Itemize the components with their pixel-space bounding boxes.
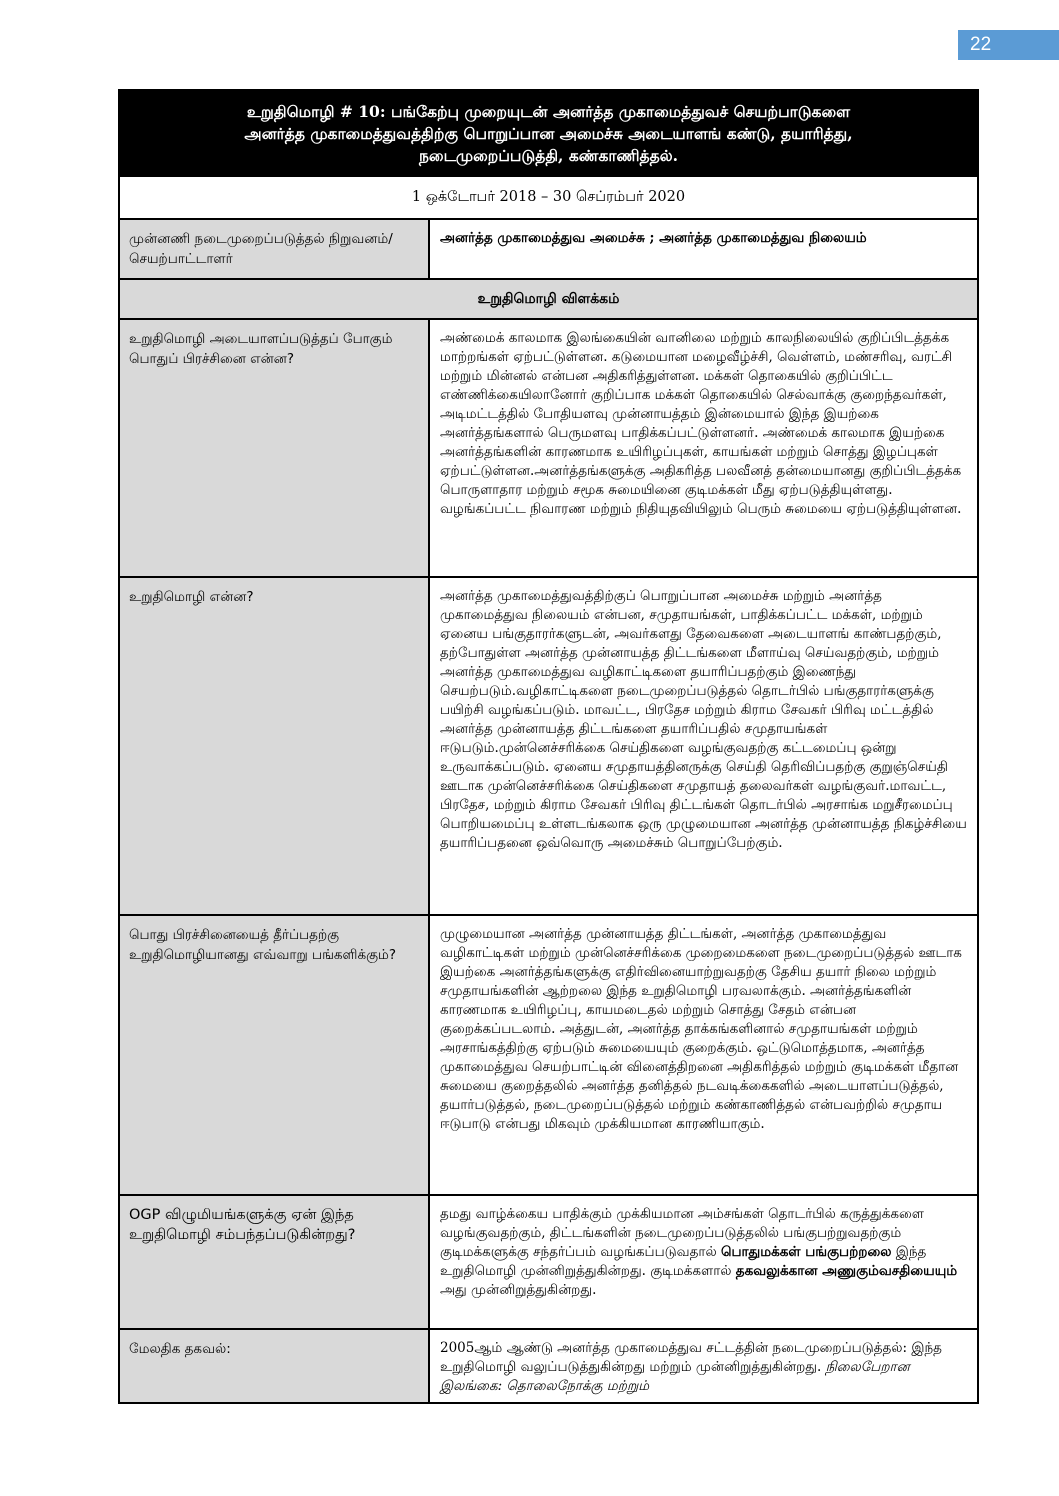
ogp-text-3: அது முன்னிறுத்துகின்றது.	[440, 1282, 597, 1298]
ogp-relevance-label: OGP விழுமியங்களுக்கு ஏன் இந்த உறுதிமொழி சம்பந்தப்படுகின்றது?	[119, 1195, 429, 1329]
lead-agency-label: முன்னணி நடைமுறைப்படுத்தல் நிறுவனம்/செயற்பாட்டாளர்	[119, 219, 429, 279]
commitment-table	[118, 89, 979, 1404]
title-line-2: அனர்த்த முகாமைத்துவத்திற்கு பொறுப்பான அமைச்சு அடையாளங் கண்டு, தயாரித்து,	[244, 124, 853, 143]
lead-agency-value: அனர்த்த முகாமைத்துவ அமைச்சு ; அனர்த்த முகாமைத்துவ நிலையம்	[429, 219, 978, 279]
additional-text: 2005ஆம் ஆண்டு அனர்த்த முகாமைத்துவ சட்டத்தின் நடைமுறைப்படுத்தல்: இந்த உறுதிமொழி வலுப்படுத்துகின்றது மற்றும் முன்னிறுத்துகின்றது.	[440, 1340, 942, 1375]
section-header: உறுதிமொழி விளக்கம்	[119, 279, 978, 319]
ogp-bold-2: தகவலுக்கான அணுகும்வசதியையும்	[735, 1263, 958, 1279]
additional-info-value	[429, 1329, 978, 1403]
page-number: 22	[958, 30, 1059, 60]
contribution-label: பொது பிரச்சினையைத் தீர்ப்பதற்கு உறுதிமொழியானது எவ்வாறு பங்களிக்கும்?	[119, 915, 429, 1195]
title-line-1: உறுதிமொழி # 10: பங்கேற்பு முறையுடன் அனர்த்த முகாமைத்துவச் செயற்பாடுகளை	[246, 102, 851, 121]
ogp-text-1: தமது வாழ்க்கைய பாதிக்கும் முக்கியமான அம்சங்கள் தொடர்பில் கருத்துக்களை வழங்குவதற்கும், திட்டங்களின் நடைமுறைப்படுத்தலில் பங்குபற்றுவதற்கும் குடிமக்களுக்கு சந்தர்ப்பம் வழங்கப்படுவதால்	[440, 1206, 924, 1260]
title-line-3: நடைமுறைப்படுத்தி, கண்காணித்தல்.	[418, 146, 679, 165]
problem-value: அண்மைக் காலமாக இலங்கையின் வானிலை மற்றும் காலநிலையில் குறிப்பிடத்தக்க மாற்றங்கள் ஏற்பட்டுள்ளன. கடுமையான மழைவீழ்ச்சி, வெள்ளம், மண்சரிவு, வரட்சி மற்றும் மின்னல் என்பன அதிகரித்துள்ளன. மக்கள் தொகையில் குறிப்பிட்ட எண்ணிக்கையிலானோர் குறிப்பாக மக்கள் தொகையில் செல்வாக்கு குறைந்தவர்கள், அடிமட்டத்தில் போதியளவு முன்னாயத்தம் இன்மையால் இந்த இயற்கை அனர்த்தங்களால் பெருமளவு பாதிக்கப்பட்டுள்ளனர். அண்மைக் காலமாக இயற்கை அனர்த்தங்களின் காரணமாக உயிரிழப்புகள், காயங்கள் மற்றும் சொத்து இழப்புகள் ஏற்பட்டுள்ளன.அனர்த்தங்களுக்கு அதிகரித்த பலவீனத் தன்மையானது குறிப்பிடத்தக்க பொருளாதார மற்றும் சமூக சுமையினை குடிமக்கள் மீது ஏற்படுத்தியுள்ளது. வழங்கப்பட்ட நிவாரண மற்றும் நிதியுதவியிலும் பெரும் சுமையை ஏற்படுத்தியுள்ளன.	[429, 319, 978, 577]
ogp-relevance-value	[429, 1195, 978, 1329]
additional-italic: நிலைபேறான இலங்கை: தொலைநோக்கு மற்றும்	[440, 1359, 910, 1394]
commitment-value: அனர்த்த முகாமைத்துவத்திற்குப் பொறுப்பான அமைச்சு மற்றும் அனர்த்த முகாமைத்துவ நிலையம் என்பன, சமுதாயங்கள், பாதிக்கப்பட்ட மக்கள், மற்றும் ஏனைய பங்குதாரர்களுடன், அவர்களது தேவைகளை அடையாளங் காண்பதற்கும், தற்போதுள்ள அனர்த்த முன்னாயத்த திட்டங்களை மீளாய்வு செய்வதற்கும், மற்றும் அனர்த்த முகாமைத்துவ வழிகாட்டிகளை தயாரிப்பதற்கும் இணைந்து செயற்படும்.வழிகாட்டிகளை நடைமுறைப்படுத்தல் தொடர்பில் பங்குதாரர்களுக்கு பயிற்சி வழங்கப்படும். மாவட்ட, பிரதேச மற்றும் கிராம சேவகர் பிரிவு மட்டத்தில் அனர்த்த முன்னாயத்த திட்டங்களை தயாரிப்பதில் சமுதாயங்கள் ஈடுபடும்.முன்னெச்சரிக்கை செய்திகளை வழங்குவதற்கு கட்டமைப்பு ஒன்று உருவாக்கப்படும். ஏனைய சமுதாயத்தினருக்கு செய்தி தெரிவிப்பதற்கு குறுஞ்செய்தி ஊடாக முன்னெச்சரிக்கை செய்திகளை சமுதாயத் தலைவர்கள் வழங்குவர்.மாவட்ட, பிரதேச, மற்றும் கிராம சேவகர் பிரிவு திட்டங்கள் தொடர்பில் அரசாங்க மறுசீரமைப்பு பொறியமைப்பு உள்ளடங்கலாக ஒரு முழுமையான அனர்த்த முன்னாயத்த நிகழ்ச்சியை தயாரிப்பதனை ஒவ்வொரு அமைச்சும் பொறுப்பேற்கும்.	[429, 577, 978, 915]
commitment-label: உறுதிமொழி என்ன?	[119, 577, 429, 915]
contribution-value: முழுமையான அனர்த்த முன்னாயத்த திட்டங்கள், அனர்த்த முகாமைத்துவ வழிகாட்டிகள் மற்றும் முன்னெச்சரிக்கை முறைமைகளை நடைமுறைப்படுத்தல் ஊடாக இயற்கை அனர்த்தங்களுக்கு எதிர்வினையாற்றுவதற்கு தேசிய தயார் நிலை மற்றும் சமுதாயங்களின் ஆற்றலை இந்த உறுதிமொழி பரவலாக்கும். அனர்த்தங்களின் காரணமாக உயிரிழப்பு, காயமடைதல் மற்றும் சொத்து சேதம் என்பன குறைக்கப்படலாம். அத்துடன், அனர்த்த தாக்கங்களினால் சமுதாயங்கள் மற்றும் அரசாங்கத்திற்கு ஏற்படும் சுமையையும் குறைக்கும். ஒட்டுமொத்தமாக, அனர்த்த முகாமைத்துவ செயற்பாட்டின் வினைத்திறனை அதிகரித்தல் மற்றும் குடிமக்கள் மீதான சுமையை குறைத்தலில் அனர்த்த தனித்தல் நடவடிக்கைகளில் அடையாளப்படுத்தல், தயார்படுத்தல், நடைமுறைப்படுத்தல் மற்றும் கண்காணித்தல் என்பவற்றில் சமுதாய ஈடுபாடு என்பது மிகவும் முக்கியமான காரணியாகும்.	[429, 915, 978, 1195]
additional-info-label: மேலதிக தகவல்:	[119, 1329, 429, 1403]
date-range: 1 ஒக்டோபர் 2018 – 30 செப்ரம்பர் 2020	[119, 176, 978, 219]
commitment-title	[119, 90, 978, 176]
ogp-bold-1: பொதுமக்கள் பங்குபற்றலை	[720, 1244, 892, 1260]
ogp-text-2: இந்த உறுதிமொழி முன்னிறுத்துகின்றது. குடிமக்களால்	[440, 1244, 927, 1279]
problem-label: உறுதிமொழி அடையாளப்படுத்தப் போகும் பொதுப் பிரச்சினை என்ன?	[119, 319, 429, 577]
